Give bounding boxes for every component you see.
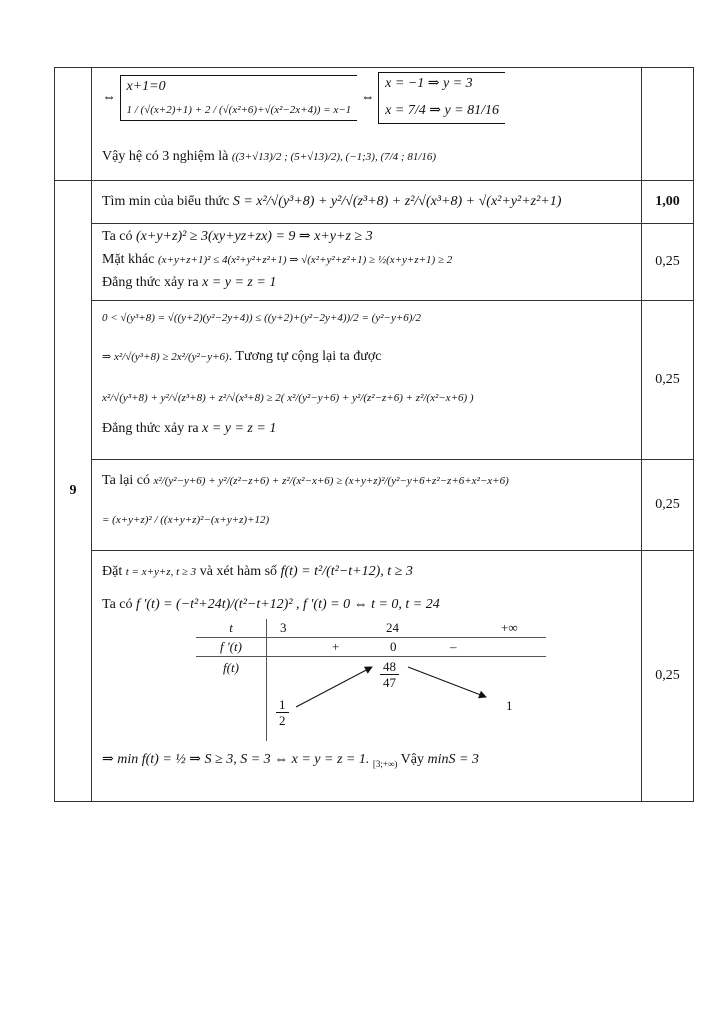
vt-t-end: +∞ xyxy=(501,619,518,635)
step-text: Ta lại có xyxy=(102,473,150,488)
content-cell xyxy=(92,551,642,802)
step-text: Đẳng thức xảy ra xyxy=(102,274,199,290)
equality-condition: x = y = z = 1 xyxy=(202,274,277,290)
step-formula: 0 < √(y³+8) = √((y+2)(y²−2y+4)) ≤ ((y+2)+(y²−2y+4))/2 = (y²−y+6)/2 xyxy=(102,312,421,324)
row-prev-solution xyxy=(55,68,694,181)
vt-sign-negative: – xyxy=(450,638,457,654)
content-cell xyxy=(92,460,642,551)
problem-text: Tìm min của biểu thức xyxy=(102,194,230,209)
vt-row-f xyxy=(196,657,546,741)
content-cell xyxy=(92,224,642,301)
score-step: 0,25 xyxy=(642,551,694,802)
step-text: Vậy xyxy=(400,751,424,767)
step-text: Đẳng thức xảy ra xyxy=(102,420,199,436)
vt-row-t xyxy=(196,619,546,638)
score-step: 0,25 xyxy=(642,301,694,460)
equality-condition: x = y = z = 1 xyxy=(202,420,277,436)
vt-fend: 1 xyxy=(506,697,513,713)
substitution: t = x+y+z, t ≥ 3 xyxy=(125,566,197,578)
content-cell xyxy=(92,181,642,224)
question-number: 9 xyxy=(55,181,92,802)
question-cell xyxy=(55,68,92,181)
vt-label-t: t xyxy=(229,619,233,635)
row-step-4 xyxy=(55,551,694,802)
step-formula: (x+y+z)² ≥ 3(xy+yz+zx) = 9 ⇒ x+y+z ≥ 3 xyxy=(136,229,373,244)
row-step-3 xyxy=(55,460,694,551)
min-domain: [3;+∞) xyxy=(372,758,398,769)
equiv-symbol: ⇔ xyxy=(102,90,116,106)
vt-t-critical: 24 xyxy=(386,619,399,635)
score-cell xyxy=(642,68,694,181)
equation-1: x+1=0 xyxy=(126,79,166,95)
solution-2: x = 7/4 ⇒ y = 81/16 xyxy=(385,102,500,118)
system-bracket-left xyxy=(120,75,358,121)
step-text: Ta có xyxy=(102,596,133,612)
step-text: Mặt khác xyxy=(102,251,155,267)
vt-label-fprime: f '(t) xyxy=(220,638,242,654)
score-step: 0,25 xyxy=(642,224,694,301)
derivative: f '(t) = (−t²+24t)/(t²−t+12)² , f '(t) = 0 ⇔ t = 0, t = 24 xyxy=(136,596,440,612)
score-total: 1,00 xyxy=(642,181,694,224)
step-text: Đặt xyxy=(102,564,123,579)
content-cell xyxy=(92,301,642,460)
vt-label-f: f(t) xyxy=(223,659,239,675)
equiv-symbol-2: ⇔ xyxy=(360,90,375,106)
vt-sign-positive: + xyxy=(332,638,340,654)
step-formula: x²/√(y³+8) + y²/√(z³+8) + z²/√(x³+8) ≥ 2( x²/(y²−y+6) + y²/(z²−z+6) + z²/(x²−x+6) ) xyxy=(102,391,474,404)
min-conclusion: ⇒ min f(t) = ½ ⇒ S ≥ 3, S = 3 ⇔ x = y = z = 1. xyxy=(102,751,370,767)
vt-t-start: 3 xyxy=(280,619,287,635)
function-def: f(t) = t²/(t²−t+12), t ≥ 3 xyxy=(280,564,413,579)
step-text: và xét hàm số xyxy=(199,564,278,579)
content-cell xyxy=(92,68,642,181)
row-step-2 xyxy=(55,301,694,460)
row-problem-9 xyxy=(55,181,694,224)
conclusion-text: Vậy hệ có 3 nghiệm là xyxy=(102,149,229,164)
score-step: 0,25 xyxy=(642,460,694,551)
system-bracket-right xyxy=(378,72,505,124)
step-formula: = (x+y+z)² / ((x+y+z)²−(x+y+z)+12) xyxy=(102,513,270,526)
step-text: Ta có xyxy=(102,229,133,244)
vt-fmax: $\frac{48}{47}$ xyxy=(380,659,399,691)
vt-arrow-decreasing xyxy=(408,667,486,697)
variation-table xyxy=(196,619,546,741)
solution-1: x = −1 ⇒ y = 3 xyxy=(385,76,473,91)
answer-table xyxy=(54,67,694,802)
step-formula: ⇒ x²/√(y³+8) ≥ 2x²/(y²−y+6) xyxy=(102,350,229,363)
vt-row-fprime xyxy=(196,638,546,657)
equation-2: 1 / (√(x+2)+1) + 2 / (√(x²+6)+√(x²−2x+4)) = x−1 xyxy=(126,103,352,116)
vt-fstart: $\frac{1}{2}$ xyxy=(276,697,289,729)
problem-expression: S = x²/√(y³+8) + y²/√(z³+8) + z²/√(x³+8) + √(x²+y²+z²+1) xyxy=(232,194,562,209)
final-answer: minS = 3 xyxy=(427,751,479,767)
vt-arrows xyxy=(196,657,546,741)
vt-arrow-increasing xyxy=(296,667,372,707)
step-formula: (x+y+z+1)² ≤ 4(x²+y²+z²+1) ⇒ √(x²+y²+z²+1) ≥ ½(x+y+z+1) ≥ 2 xyxy=(157,253,453,266)
step-formula: x²/(y²−y+6) + y²/(z²−z+6) + z²/(x²−x+6) ≥ (x+y+z)²/(y²−y+6+z²−z+6+x²−x+6) xyxy=(153,475,509,487)
vt-zero: 0 xyxy=(390,638,397,654)
conclusion-solutions: ((3+√13)/2 ; (5+√13)/2), (−1;3), (7/4 ; 81/16) xyxy=(231,151,437,163)
step-text: . Tương tự cộng lại ta được xyxy=(228,348,382,364)
row-step-1 xyxy=(55,224,694,301)
